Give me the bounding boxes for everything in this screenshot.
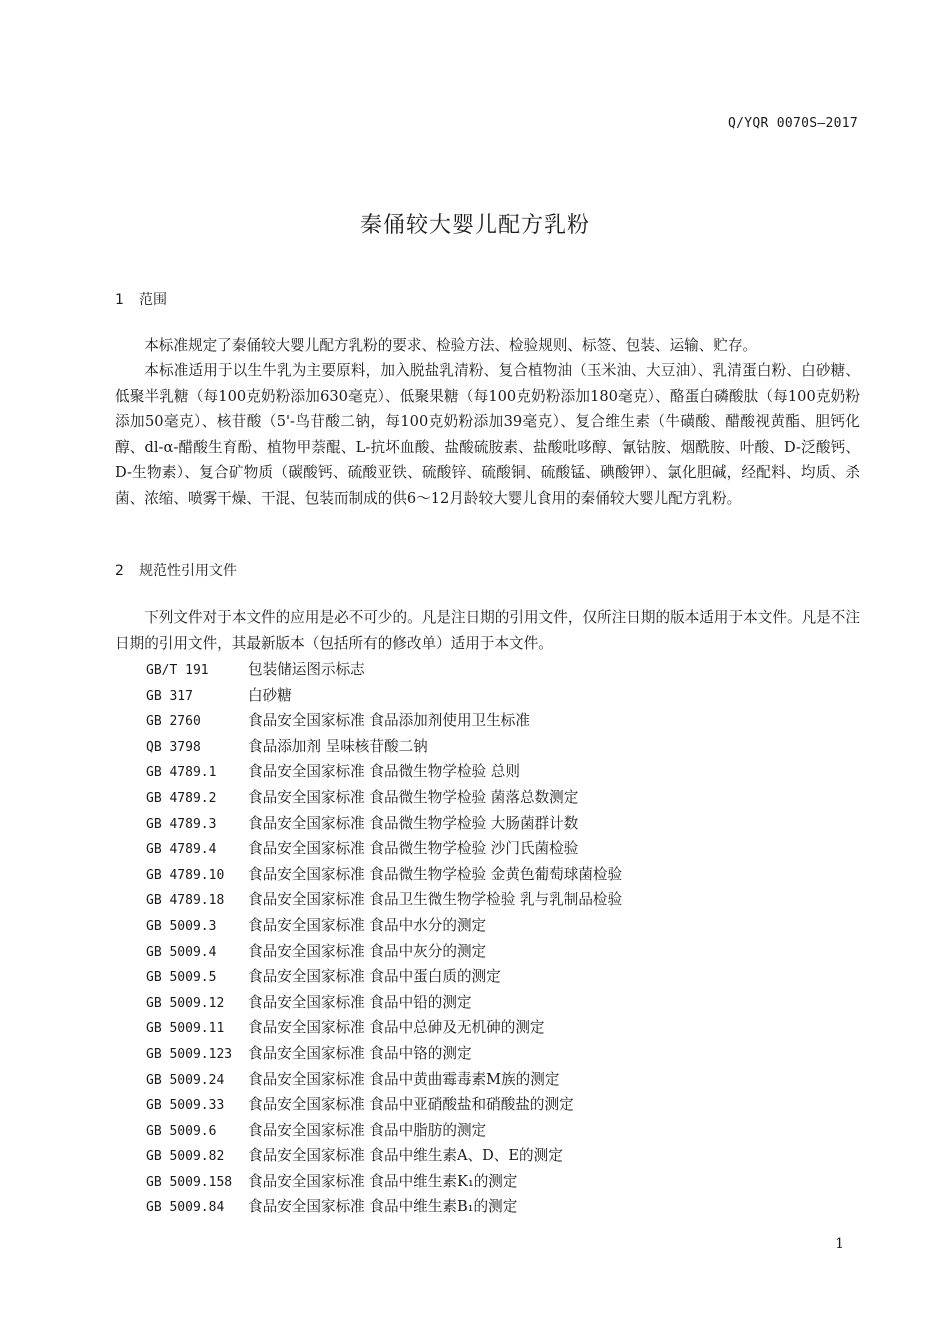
reference-item — [146, 1092, 622, 1118]
section-title: 规范性引用文件 — [139, 563, 237, 579]
reference-item — [146, 1118, 622, 1144]
reference-item — [146, 913, 622, 939]
reference-title: 食品安全国家标准 食品中灰分的测定 — [248, 942, 487, 960]
reference-code: GB 5009.123 — [146, 1046, 233, 1062]
reference-item — [146, 759, 622, 785]
reference-code: GB 5009.84 — [146, 1200, 225, 1216]
reference-title: 食品安全国家标准 食品中水分的测定 — [248, 916, 487, 934]
reference-code: GB 5009.4 — [146, 944, 217, 960]
reference-title: 食品安全国家标准 食品卫生微生物学检验 乳与乳制品检验 — [248, 891, 623, 909]
standard-code: Q/YQR 0070S—2017 — [727, 116, 858, 131]
reference-title: 食品添加剂 呈味核苷酸二钠 — [248, 737, 428, 755]
reference-code: GB 4789.10 — [146, 867, 225, 883]
reference-code: GB 5009.11 — [146, 1021, 225, 1037]
reference-code: GB 5009.6 — [146, 1123, 217, 1139]
reference-item — [146, 939, 622, 965]
reference-title: 食品安全国家标准 食品添加剂使用卫生标准 — [248, 712, 530, 730]
reference-code: GB 4789.18 — [146, 893, 225, 909]
reference-code: GB 4789.1 — [146, 765, 217, 781]
reference-item — [146, 1015, 622, 1041]
reference-code: GB 5009.12 — [146, 995, 225, 1011]
reference-title: 食品安全国家标准 食品微生物学检验 大肠菌群计数 — [248, 814, 579, 832]
reference-item — [146, 990, 622, 1016]
reference-title: 食品安全国家标准 食品中维生素B₁的测定 — [248, 1198, 518, 1216]
reference-title: 白砂糖 — [248, 686, 292, 704]
reference-item — [146, 836, 622, 862]
scope-paragraph-2: 本标准适用于以生牛乳为主要原料，加入脱盐乳清粉、复合植物油（玉米油、大豆油）、乳清蛋白粉、白砂糖、低聚半乳糖（每100克奶粉添加630毫克）、低聚果糖（每100克奶粉添加180毫克）、酪蛋白磷酸肽（每100克奶粉添加50毫克）、核苷酸（5'-鸟苷酸二钠，每100克奶粉添加39毫克）、复合维生素（牛磺酸、醋酸视黄酯、胆钙化醇、dl-α-醋酸生育酚、植物甲萘醌、L-抗坏血酸、盐酸硫胺素、盐酸吡哆醇、氰钴胺、烟酰胺、叶酸、D-泛酸钙、D-生物素）、复合矿物质（碳酸钙、硫酸亚铁、硫酸锌、硫酸铜、硫酸锰、碘酸钾）、氯化胆碱，经配料、均质、杀菌、浓缩、喷雾干燥、干混、包装而制成的供6～12月龄较大婴儿食用的秦俑较大婴儿配方乳粉。 — [115, 362, 860, 507]
reference-item — [146, 1143, 622, 1169]
reference-title: 食品安全国家标准 食品中总砷及无机砷的测定 — [248, 1019, 545, 1037]
reference-title: 食品安全国家标准 食品中维生素K₁的测定 — [248, 1172, 518, 1190]
section-heading-scope — [115, 289, 167, 309]
reference-item — [146, 785, 622, 811]
reference-title: 食品安全国家标准 食品微生物学检验 菌落总数测定 — [248, 788, 579, 806]
reference-item — [146, 1067, 622, 1093]
section-title: 范围 — [139, 292, 167, 308]
reference-code: QB 3798 — [146, 739, 201, 755]
reference-code: GB 5009.158 — [146, 1174, 233, 1190]
reference-code: GB 317 — [146, 688, 193, 704]
reference-item — [146, 657, 622, 683]
reference-item — [146, 1194, 622, 1220]
reference-item — [146, 708, 622, 734]
section-number: 1 — [115, 292, 124, 308]
reference-code: GB 5009.3 — [146, 918, 217, 934]
reference-code: GB 4789.4 — [146, 842, 217, 858]
reference-list — [146, 657, 622, 1220]
reference-item — [146, 811, 622, 837]
section-heading-normative-references — [115, 560, 237, 580]
reference-title: 食品安全国家标准 食品中脂肪的测定 — [248, 1121, 487, 1139]
reference-title: 食品安全国家标准 食品中维生素A、D、E的测定 — [248, 1147, 563, 1165]
reference-item — [146, 1169, 622, 1195]
references-intro-paragraph: 下列文件对于本文件的应用是必不可少的。凡是注日期的引用文件，仅所注日期的版本适用于本文件。凡是不注日期的引用文件，其最新版本（包括所有的修改单）适用于本文件。 — [115, 609, 860, 652]
reference-item — [146, 683, 622, 709]
reference-item — [146, 887, 622, 913]
reference-title: 包装储运图示标志 — [248, 661, 365, 678]
reference-title: 食品安全国家标准 食品中黄曲霉毒素M族的测定 — [248, 1070, 560, 1088]
reference-code: GB 5009.5 — [146, 970, 217, 986]
reference-title: 食品安全国家标准 食品中铅的测定 — [248, 993, 472, 1011]
page-number: 1 — [835, 1236, 844, 1252]
reference-code: GB 2760 — [146, 714, 201, 730]
reference-code: GB 4789.2 — [146, 790, 217, 806]
reference-code: GB 4789.3 — [146, 816, 217, 832]
reference-title: 食品安全国家标准 食品微生物学检验 总则 — [248, 763, 520, 781]
reference-item — [146, 862, 622, 888]
reference-item — [146, 734, 622, 760]
reference-item — [146, 964, 622, 990]
reference-code: GB 5009.33 — [146, 1098, 225, 1114]
reference-title: 食品安全国家标准 食品中亚硝酸盐和硝酸盐的测定 — [248, 1096, 574, 1114]
scope-paragraph-1: 本标准规定了秦俑较大婴儿配方乳粉的要求、检验方法、检验规则、标签、包装、运输、贮存。 — [144, 337, 758, 354]
reference-title: 食品安全国家标准 食品微生物学检验 沙门氏菌检验 — [248, 840, 579, 858]
document-title: 秦俑较大婴儿配方乳粉 — [359, 213, 590, 238]
reference-title: 食品安全国家标准 食品中铬的测定 — [248, 1044, 472, 1062]
reference-title: 食品安全国家标准 食品中蛋白质的测定 — [248, 968, 501, 986]
section-number: 2 — [115, 563, 124, 579]
reference-code: GB 5009.24 — [146, 1072, 225, 1088]
reference-code: GB/T 191 — [146, 663, 209, 678]
reference-code: GB 5009.82 — [146, 1149, 225, 1165]
reference-item — [146, 1041, 622, 1067]
reference-title: 食品安全国家标准 食品微生物学检验 金黄色葡萄球菌检验 — [248, 865, 623, 883]
